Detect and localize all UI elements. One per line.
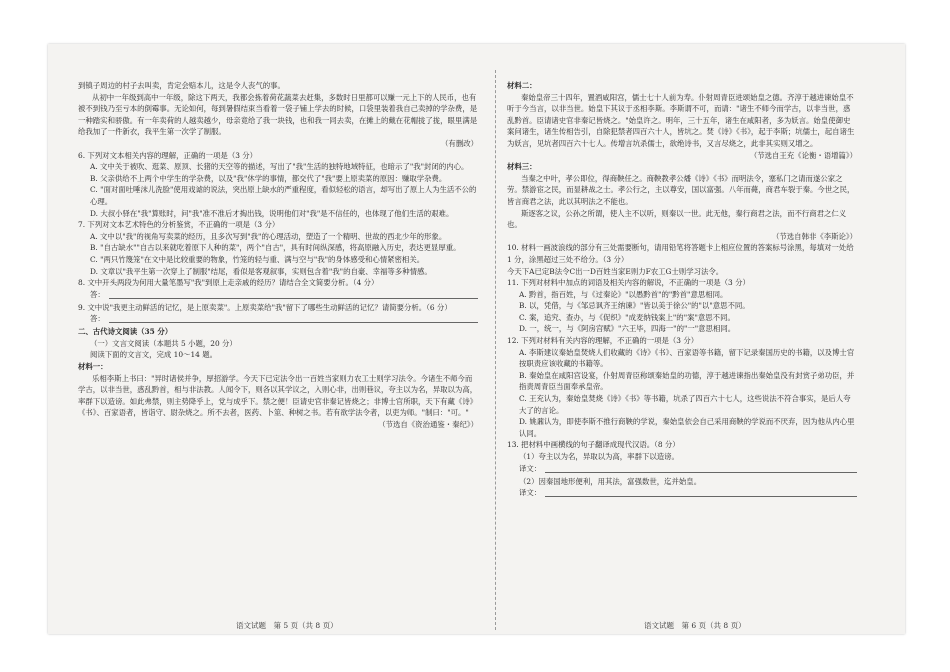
question-10: 10. 材料一画波浪线的部分有三处需要断句，请用铅笔将答题卡上相应位置的答案标号涂黑，每填对一处给 1 分，涂黑超过三处不给分。（3 分）	[507, 243, 854, 264]
passage-source: （有删改）	[441, 138, 478, 148]
option-a: A. 文中以"我"的视角写卖菜的经历，且多次写到"我"的心理活动，塑造了一个精明、世故的西北少年的形象。	[90, 231, 447, 241]
passage-text: 从初中一年级到高中一年级，除这下两天，我都会拣着荷花蔬菜去赶集，多数时日里都可以赚一元上下的人民币，也有被不到钱乃至亏本的倒霉事。无论如何，每到暑假结束当看着一袋子铺上学去的时候，口袋里装着我自己卖掉的学杂费，是一种踏实和骄傲。有一年卖荷的人越卖越少，母亲竟给了我一块钱，也和我一同去卖，在摊上的戴在花帽拢了拢，眼里满是给我加了一件新衣，我平生第一次学了制服。	[78, 92, 478, 137]
page-5-column	[78, 80, 478, 610]
answer-label: 答：	[90, 289, 105, 299]
question-8: 8. 文中开头两段为何用大量笔墨写"我"到原上走亲戚的经历？请结合全文简要分析。（4 分）	[78, 278, 379, 288]
option-b: B. 父亲供给不上两个中学生的学杂费，以及"我"休学的事情，都交代了"我"要上原卖菜的原因：赚取学杂费。	[90, 173, 447, 183]
page-6-column	[507, 80, 857, 610]
instruction: 阅读下面的文言文，完成 10～14 题。	[90, 350, 217, 360]
material-heading: 材料三：	[507, 162, 537, 172]
option-b: B. "自古缺水""自古以来就吃着原下人种的菜"，两个"自古"，具有时间纵深感，将高原融入历史，表达更显厚重。	[90, 243, 461, 253]
question-6: 6. 下列对文本相关内容的理解，正确的一项是（3 分）	[78, 150, 258, 160]
page-footer-right: 语文试题 第 6 页（共 8 页）	[644, 621, 746, 630]
option-c: C. "两只竹篾笼"在文中是比较重要的物象，竹笼的轻与重、满与空与"我"的身体感受和心情紧密相关。	[90, 254, 425, 264]
translation-item: （2）因秦国地形便利，用其法，富强数世，迄并始皇。	[519, 476, 702, 486]
section-heading: 二、古代诗文阅读（35 分）	[78, 327, 173, 337]
option-d: D. 文章以"我平生第一次穿上了制服"结尾，看似是客观叙事，实则包含着"我"的自豪、幸福等多种情感。	[90, 266, 432, 276]
option-d: D. 一，统一，与《阿房宫赋》"六王毕，四海一"的"一"意思相同。	[519, 324, 736, 334]
answer-line	[507, 487, 857, 500]
answer-line	[78, 289, 478, 302]
passage-text: 到镇子周边的村子去叫卖，肯定会赔本儿，这是令人丧气的事。	[78, 81, 285, 90]
question-9: 9. 文中说"我更主动鲜活的记忆，是上原卖菜"。上原卖菜给"我"留下了哪些生动鲜活的记忆？请简要分析。（6 分）	[78, 302, 452, 312]
material-heading: 材料二：	[507, 81, 537, 90]
answer-line	[78, 313, 478, 326]
material-text: 当秦之中叶，孝公即位，得商鞅任之。商鞅教孝公燔《诗》《书》而明法令，塞私门之请而遂公家之劳。禁游宦之民，而显耕战之士。孝公行之，主以尊安，国以富强。八年而薨，商君车裂于秦。今世之民，皆言商君之法，此以其明法之不能也。	[507, 173, 855, 206]
subsection-heading: （一）文言文阅读（本题共 5 小题，20 分）	[90, 338, 237, 348]
translation-item: （1）夸主以为名，异取以为高，率群下以造谤。	[519, 452, 679, 461]
page-footer-left: 语文试题 第 5 页（共 8 页）	[236, 621, 338, 630]
option-d: D. 大叔小驿在"我"算账时，问"我"准不准后才掏出钱，说明他们对"我"是不信任的，也体现了他们生活的艰难。	[90, 208, 454, 218]
option-c: C. 案，追究、查办，与《促织》"成麦纳钱案上"的"案"意思不同。	[519, 312, 735, 322]
option-c: C. "面对面吐唾沫儿洗脸"使用戏谑的说法，突出原上缺水的严重程度，看似轻松的语言，却写出了原上人为生活不公的心理。	[90, 185, 477, 206]
sentence-break-options: 今天下A已定B法令C出一D百姓当家E则力F农工G士则学习法令。	[507, 266, 724, 276]
material-text: 斯逐客之议，公孙之所谓，使人主不以听，则秦以一世。此无他，秦行商君之法，而不行商君之仁义也。	[507, 208, 847, 230]
material-text: 秦始皇帝三十四年，置酒咸阳宫，儒士七十人前为寿。仆射周青臣进颂始皇之德。齐淳于越进谏始皇不听于今当言，以非当世。始皇下其议于丞相李斯。李斯谓不可，而请："诸生不师今而学古，以非当世，惑乱黔首。臣请诸史官非秦记皆烧之。"始皇许之。明年，三十五年，诸生在咸阳者，多为妖言。始皇使御史案问诸生，诸生传相告引，自除犯禁者四百六十人，皆坑之。焚《诗》《书》，起于李斯；坑儒士，起自诸生为妖言，见坑者四百六十七人。传增言坑杀儒士，欲绝诗书，又言尽烧之，此非其实则又增之。	[507, 92, 855, 148]
option-a: A. 文中关于被吹、逛菜、原顶、长猪的天空等的描述，写出了"我"生活的独特地域特征，也暗示了"我"封闭的内心。	[90, 162, 469, 172]
question-12: 12. 下列对材料有关内容的理解，不正确的一项是（3 分）	[507, 336, 699, 346]
page-divider	[495, 70, 497, 630]
option-b: B. 秦始皇在咸阳宫设宴，仆射周青臣称颂秦始皇的功德，淳于越进谏指出秦始皇没有封赏子弟功臣，并指责周青臣当面奉承皇帝。	[519, 370, 855, 392]
answer-line	[507, 463, 857, 476]
answer-label: 译文：	[519, 488, 542, 498]
question-13: 13. 把材料中画横线的句子翻译成现代汉语。（8 分）	[507, 440, 680, 450]
material-text: 乐相李斯上书曰："异时诸侯并争，厚招游学。今天下已定法令出一百姓当家则力农工士则学习法令。今诸生不师今而学古，以非当世，惑乱黔首，相与非法教。人闻令下，则各以其学议之，入则心非，出则巷议，夸主以为名，异取以为高，率群下以造谤。如此弗禁，则主势降乎上，党与成乎下。禁之便！臣请史官非秦记皆烧之；非博士官所职，天下有藏《诗》《书》、百家语者，皆诣守、尉杂烧之。所不去者，医药、卜筮、种树之书。若有欲学法令者，以吏为师。"制曰："可。"	[78, 373, 478, 418]
option-b: B. 以，凭借，与《邹忌讽齐王纳谏》"皆以美于徐公"的"以"意思不同。	[519, 301, 750, 311]
material-heading: 材料一：	[78, 362, 108, 372]
option-a: A. 李斯建议秦始皇焚烧人们收藏的《诗》《书》、百家语等书籍，留下记录秦国历史的书籍，以及博士官按职责应该收藏的书籍等。	[519, 347, 855, 369]
question-11: 11. 下列对材料中加点的词语及相关内容的解说，不正确的一项是（3 分）	[507, 278, 750, 288]
material-source: （节选自王充《论衡・语增篇》）	[749, 150, 857, 160]
answer-label: 译文：	[519, 463, 542, 473]
material-source: （节选自韩非《李斯论》）	[772, 231, 857, 241]
option-a: A. 黔首，指百姓，与《过秦论》"以愚黔首"的"黔首"意思相同。	[519, 289, 728, 299]
answer-label: 答：	[90, 314, 105, 324]
option-c: C. 王充认为，秦始皇焚烧《诗》《书》等书籍，坑杀了四百六十七人，这些说法不符合事实，是后人夸大了的言论。	[519, 394, 851, 415]
option-d: D. 姚鼐认为，即使李斯不推行商鞅的学说，秦始皇依会自己采用商鞅的学说而不厌弃，因为他从内心里认同。	[519, 417, 855, 438]
question-7: 7. 下列对文本艺术特色的分析鉴赏，不正确的一项是（3 分）	[78, 220, 280, 230]
material-source: （节选自《资治通鉴・秦纪》）	[378, 420, 478, 430]
